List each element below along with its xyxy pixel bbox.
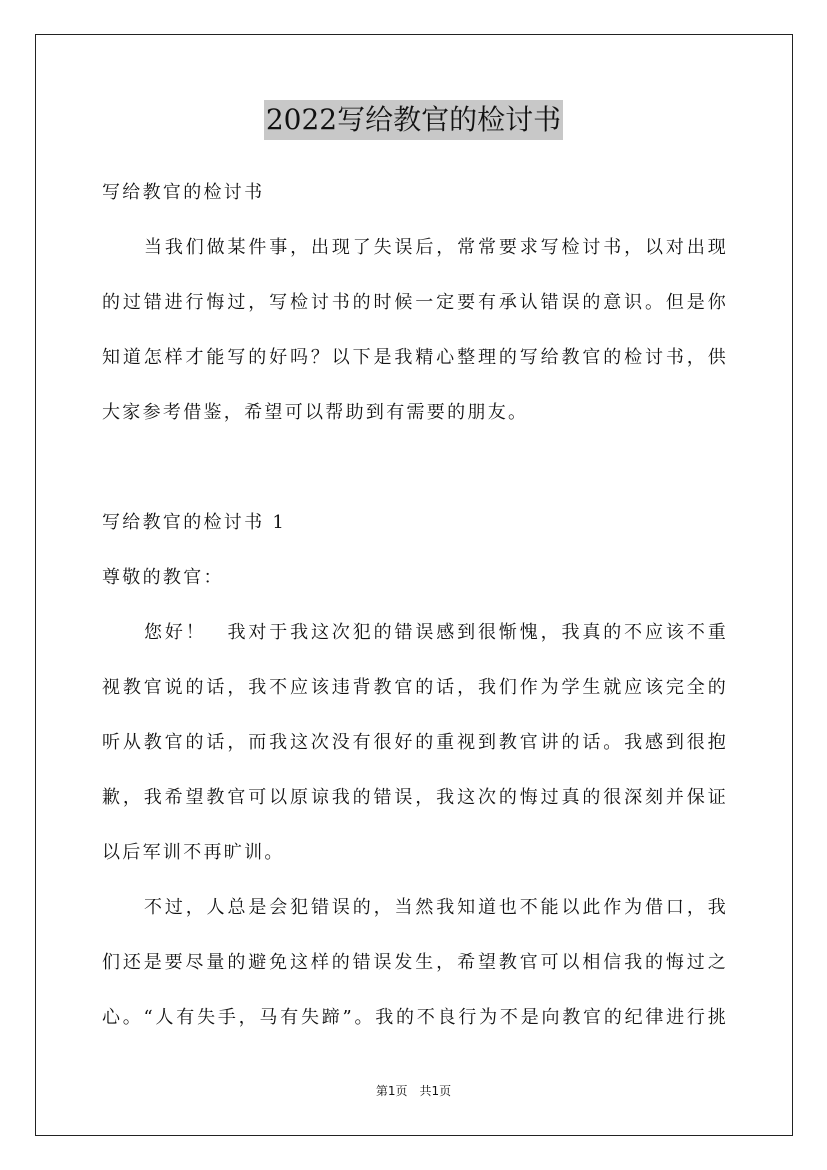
para1-line-4: 歉，我希望教官可以原谅我的错误，我这次的悔过真的很深刻并保证	[102, 787, 728, 808]
salutation: 尊敬的教官：	[102, 567, 224, 588]
title-container	[0, 100, 827, 140]
para1-line-1: 您好！ 我对于我这次犯的错误感到很惭愧，我真的不应该不重	[144, 622, 728, 643]
para1-line-2: 视教官说的话，我不应该违背教官的话，我们作为学生就应该完全的	[102, 677, 728, 698]
section-heading: 写给教官的检讨书 1	[102, 512, 287, 533]
page-footer: 第1页 共1页	[375, 1084, 452, 1098]
intro-line-4: 大家参考借鉴，希望可以帮助到有需要的朋友。	[102, 402, 529, 423]
para1-line-5: 以后军训不再旷训。	[102, 842, 285, 863]
intro-line-2: 的过错进行悔过，写检讨书的时候一定要有承认错误的意识。但是你	[102, 292, 728, 313]
para2-line-3: 心。“人有失手，马有失蹄”。我的不良行为不是向教官的纪律进行挑	[102, 1007, 728, 1028]
para2-line-1: 不过，人总是会犯错误的，当然我知道也不能以此作为借口，我	[144, 897, 728, 918]
subtitle: 写给教官的检讨书	[102, 182, 265, 203]
blank-line	[102, 440, 728, 495]
intro-line-3: 知道怎样才能写的好吗？以下是我精心整理的写给教官的检讨书，供	[102, 347, 728, 368]
intro-line-1: 当我们做某件事，出现了失误后，常常要求写检讨书，以对出现	[144, 237, 728, 258]
para2-line-2: 们还是要尽量的避免这样的错误发生，希望教官可以相信我的悔过之	[102, 952, 728, 973]
document-title: 2022写给教官的检讨书	[264, 100, 563, 140]
para1-line-3: 听从教官的话，而我这次没有很好的重视到教官讲的话。我感到很抱	[102, 732, 728, 753]
document-body	[102, 165, 728, 1045]
